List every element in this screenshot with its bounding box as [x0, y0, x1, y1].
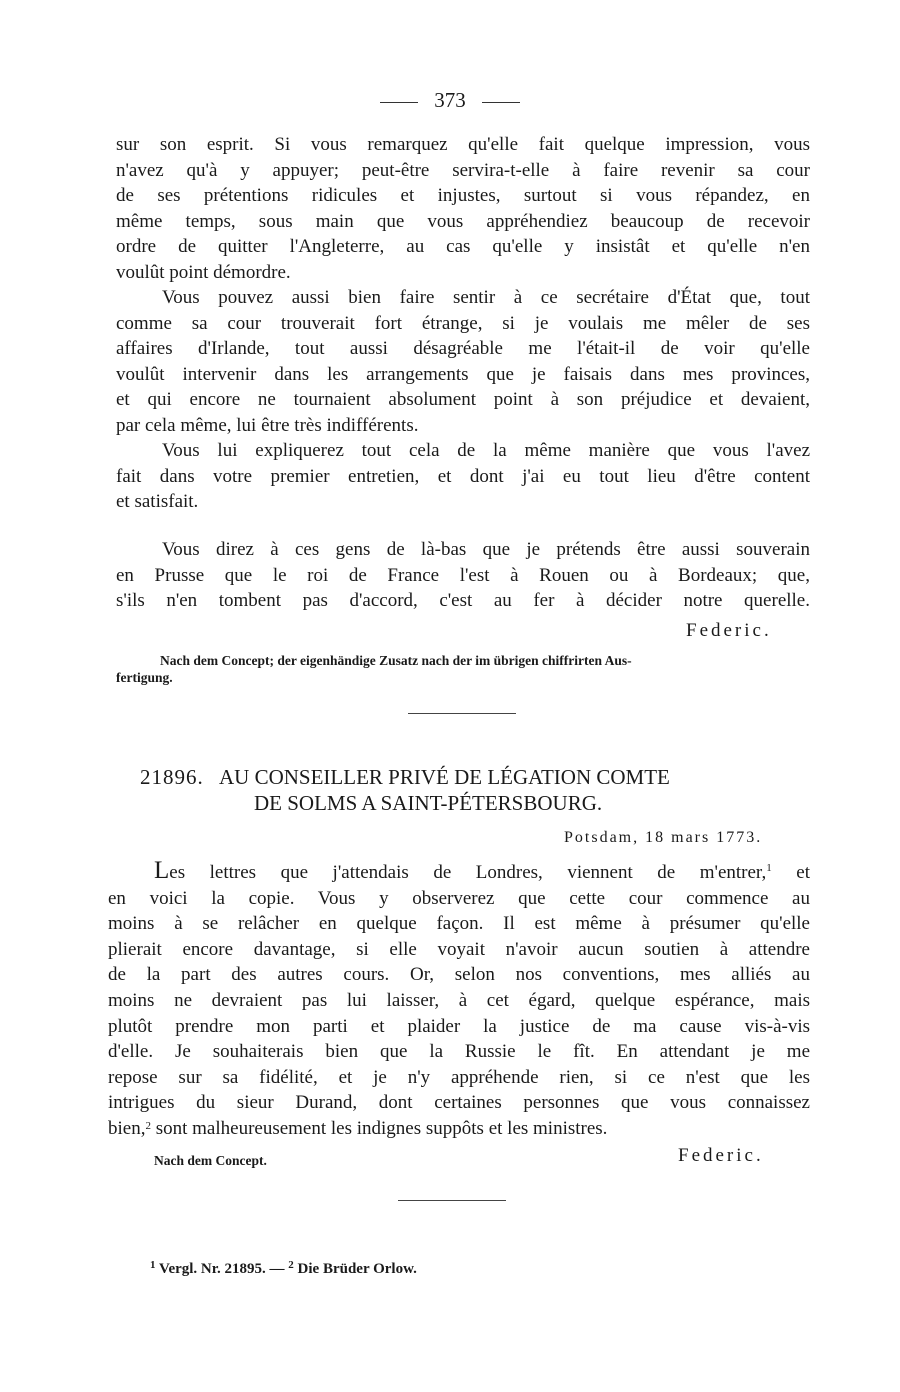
- text-line: plierait encore davantage, si elle voyait n'avoir aucun soutien à attendre: [108, 938, 810, 960]
- text-line: en voici la copie. Vous y observerez que cette cour commence au: [108, 887, 810, 909]
- text-line: et satisfait.: [116, 491, 199, 513]
- footnote-ref-1: 1: [766, 862, 772, 874]
- text-line: et qui encore ne tournaient absolument point à son préjudice et devaient,: [116, 389, 810, 411]
- text-line: Vous lui expliquerez tout cela de la même manière que vous l'avez: [162, 440, 810, 461]
- text-line: [108, 1116, 810, 1142]
- footnote-mark-1: 1: [150, 1259, 156, 1271]
- text-line: d'elle. Je souhaiterais bien que la Russie le fît. En attendant je me: [108, 1041, 810, 1063]
- letter-1-paragraph-1: [116, 132, 810, 286]
- text-line: s'ils n'en tombent pas d'accord, c'est au fer à décider notre querelle.: [116, 590, 810, 612]
- page-number-rule-left: [380, 102, 418, 103]
- last-line-start: bien,: [108, 1117, 146, 1139]
- text-line: de la part des autres cours. Or, selon nos conventions, mes alliés au: [108, 964, 810, 986]
- text-line: même temps, sous main que vous appréhendiez beaucoup de recevoir: [116, 210, 810, 232]
- text-line: voulût point démordre.: [116, 261, 291, 283]
- text-line: plutôt prendre mon parti et plaider la justice de ma cause vis-à-vis: [108, 1015, 810, 1037]
- heading-line-1: AU CONSEILLER PRIVÉ DE LÉGATION COMTE: [219, 765, 670, 789]
- letter-1-source-note-continued: fertigung.: [116, 670, 173, 685]
- drop-letter: L: [154, 857, 170, 884]
- text-line: ordre de quitter l'Angleterre, au cas qu'elle y insistât et qu'elle n'en: [116, 236, 810, 258]
- page-number-rule-right: [482, 102, 520, 103]
- letter-1-paragraph-2: [116, 285, 810, 439]
- letter-1-paragraph-3: [116, 438, 810, 515]
- section-divider: [408, 713, 516, 714]
- text-line: voulût intervenir dans les arrangements que je faisais dans mes provinces,: [116, 363, 810, 385]
- text-line: comme sa cour trouverait fort étrange, si je voulais me mêler de ses: [116, 312, 810, 334]
- footnote-mark-2: 2: [288, 1259, 294, 1271]
- footnote-text-1: Vergl. Nr. 21895. —: [158, 1261, 285, 1277]
- letter-2-heading: [140, 764, 800, 816]
- first-line-end: et: [771, 862, 810, 883]
- first-line-text: es lettres que j'attendais de Londres, viennent de m'entrer,: [169, 862, 767, 883]
- page-number: [0, 88, 900, 113]
- text-line: Vous direz à ces gens de là-bas que je prétends être aussi souverain: [162, 539, 810, 560]
- text-line: moins à se relâcher en quelque façon. Il est même à présumer qu'elle: [108, 913, 810, 935]
- text-line: fait dans votre premier entretien, et dont j'ai eu tout lieu d'être content: [116, 465, 810, 487]
- text-line: moins ne devraient pas lui laisser, à cet égard, quelque espérance, mais: [108, 989, 810, 1011]
- footnote-divider: [398, 1200, 506, 1201]
- text-line: en Prusse que le roi de France l'est à Rouen ou à Bordeaux; que,: [116, 564, 810, 586]
- heading-line-2: DE SOLMS A SAINT-PÉTERSBOURG.: [254, 791, 603, 815]
- letter-2-source-note: Nach dem Concept.: [154, 1153, 267, 1168]
- page-number-text: 373: [434, 88, 466, 112]
- letter-2-body: [108, 858, 810, 1142]
- letter-2-signature: Federic.: [678, 1145, 764, 1166]
- letter-number: 21896.: [140, 765, 204, 789]
- footnote-text-2: Die Brüder Orlow.: [297, 1261, 417, 1277]
- letter-1-paragraph-4: [116, 537, 810, 614]
- footnotes: [150, 1261, 417, 1278]
- text-line: repose sur sa fidélité, et je n'y appréhende rien, si ce n'est que les: [108, 1066, 810, 1088]
- text-line: de ses prétentions ridicules et injustes, surtout si vous répandez, en: [116, 185, 810, 207]
- text-line: affaires d'Irlande, tout aussi désagréable me l'était-il de voir qu'elle: [116, 338, 810, 360]
- letter-1-signature: Federic.: [686, 620, 772, 641]
- footnote-ref-2: 2: [145, 1119, 151, 1132]
- letter-1-source-note: Nach dem Concept; der eigenhändige Zusatz nach der im übrigen chiffrirten Aus-: [160, 653, 632, 668]
- text-line: par cela même, lui être très indifférents.: [116, 414, 419, 436]
- text-line: sur son esprit. Si vous remarquez qu'elle fait quelque impression, vous: [116, 134, 810, 155]
- text-line: intrigues du sieur Durand, dont certaines personnes que vous connaissez: [108, 1092, 810, 1114]
- text-line: n'avez qu'à y appuyer; peut-être servira-t-elle à faire revenir sa cour: [116, 159, 810, 181]
- text-line: [108, 858, 810, 886]
- text-line: Vous pouvez aussi bien faire sentir à ce secrétaire d'État que, tout: [162, 287, 810, 308]
- last-line-rest: sont malheureusement les indignes suppôts et les ministres.: [150, 1117, 608, 1139]
- place-date: Potsdam, 18 mars 1773.: [564, 829, 763, 846]
